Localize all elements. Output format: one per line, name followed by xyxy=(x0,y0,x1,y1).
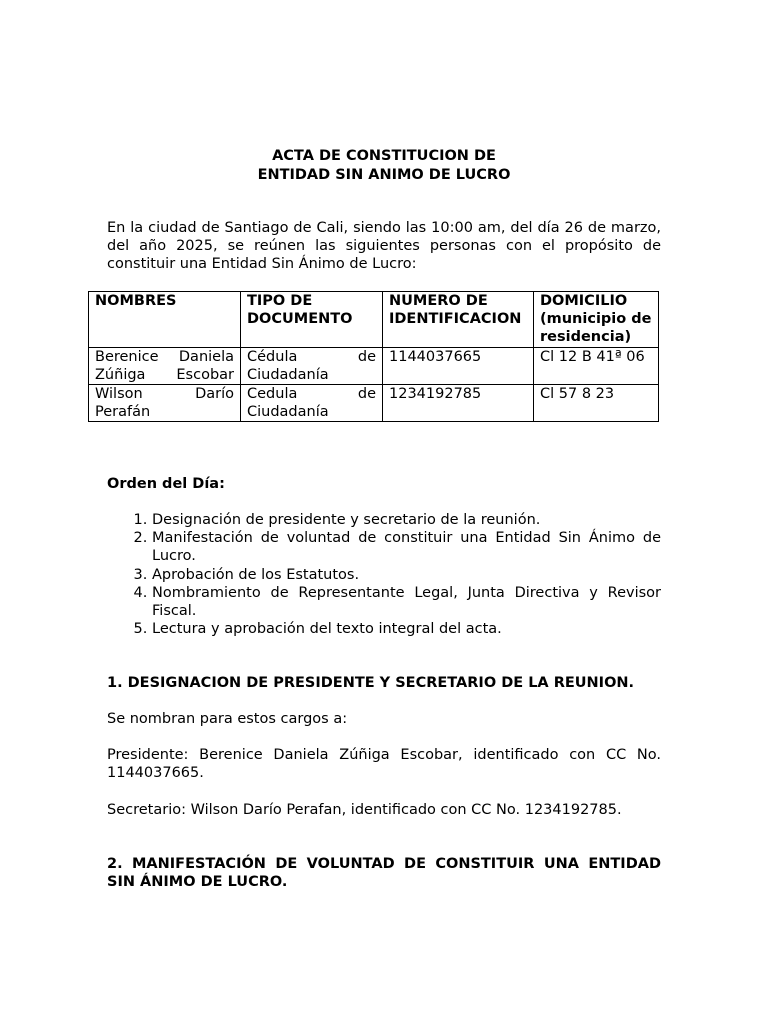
cell-tipo-documento: Cedula de Ciudadanía xyxy=(241,385,383,422)
list-item: 2. Manifestación de voluntad de constituir una Entidad Sin Ánimo de Lucro. xyxy=(152,529,661,565)
section-1-paragraph-1: Se nombran para estos cargos a: xyxy=(107,711,348,727)
table-row xyxy=(89,347,659,384)
orden-del-dia-title: Orden del Día: xyxy=(107,476,225,492)
cell-domicilio: Cl 12 B 41ª 06 xyxy=(534,347,659,384)
header-tipo-documento: TIPO DE DOCUMENTO xyxy=(241,292,383,348)
members-table xyxy=(88,291,659,422)
section-1-heading: 1. DESIGNACION DE PRESIDENTE Y SECRETARIO DE LA REUNION. xyxy=(107,675,635,691)
list-item: 1. Designación de presidente y secretario de la reunión. xyxy=(152,511,661,529)
intro-paragraph: En la ciudad de Santiago de Cali, siendo las 10:00 am, del día 26 de marzo, del año 2025, se reúnen las siguientes personas con el propósito de constituir una Entidad Sin Ánimo de Lucro: xyxy=(107,220,661,273)
table-row xyxy=(89,385,659,422)
list-item: 5. Lectura y aprobación del texto integral del acta. xyxy=(152,620,661,638)
header-domicilio: DOMICILIO (municipio de residencia) xyxy=(534,292,659,348)
cell-tipo-documento: Cédula de Ciudadanía xyxy=(241,347,383,384)
header-nombres: NOMBRES xyxy=(89,292,241,348)
title-line-1: ACTA DE CONSTITUCION DE xyxy=(272,148,496,164)
title-line-2: ENTIDAD SIN ANIMO DE LUCRO xyxy=(257,166,511,183)
cell-numero: 1144037665 xyxy=(383,347,534,384)
cell-numero: 1234192785 xyxy=(383,385,534,422)
list-item: 4. Nombramiento de Representante Legal, Junta Directiva y Revisor Fiscal. xyxy=(152,584,661,620)
cell-domicilio: Cl 57 8 23 xyxy=(534,385,659,422)
cell-nombre: Wilson Darío Perafán xyxy=(89,385,241,422)
table-header-row xyxy=(89,292,659,348)
document-title xyxy=(0,147,768,184)
cell-nombre: Berenice Daniela Zúñiga Escobar xyxy=(89,347,241,384)
list-item: 3. Aprobación de los Estatutos. xyxy=(152,566,661,584)
section-1-paragraph-presidente: Presidente: Berenice Daniela Zúñiga Escobar, identificado con CC No. 1144037665. xyxy=(107,747,661,782)
header-numero-identificacion: NUMERO DE IDENTIFICACION xyxy=(383,292,534,348)
agenda-list xyxy=(107,511,661,638)
section-2-heading: 2. MANIFESTACIÓN DE VOLUNTAD DE CONSTITUIR UNA ENTIDAD SIN ÁNIMO DE LUCRO. xyxy=(107,856,661,891)
section-1-paragraph-secretario: Secretario: Wilson Darío Perafan, identificado con CC No. 1234192785. xyxy=(107,802,622,818)
